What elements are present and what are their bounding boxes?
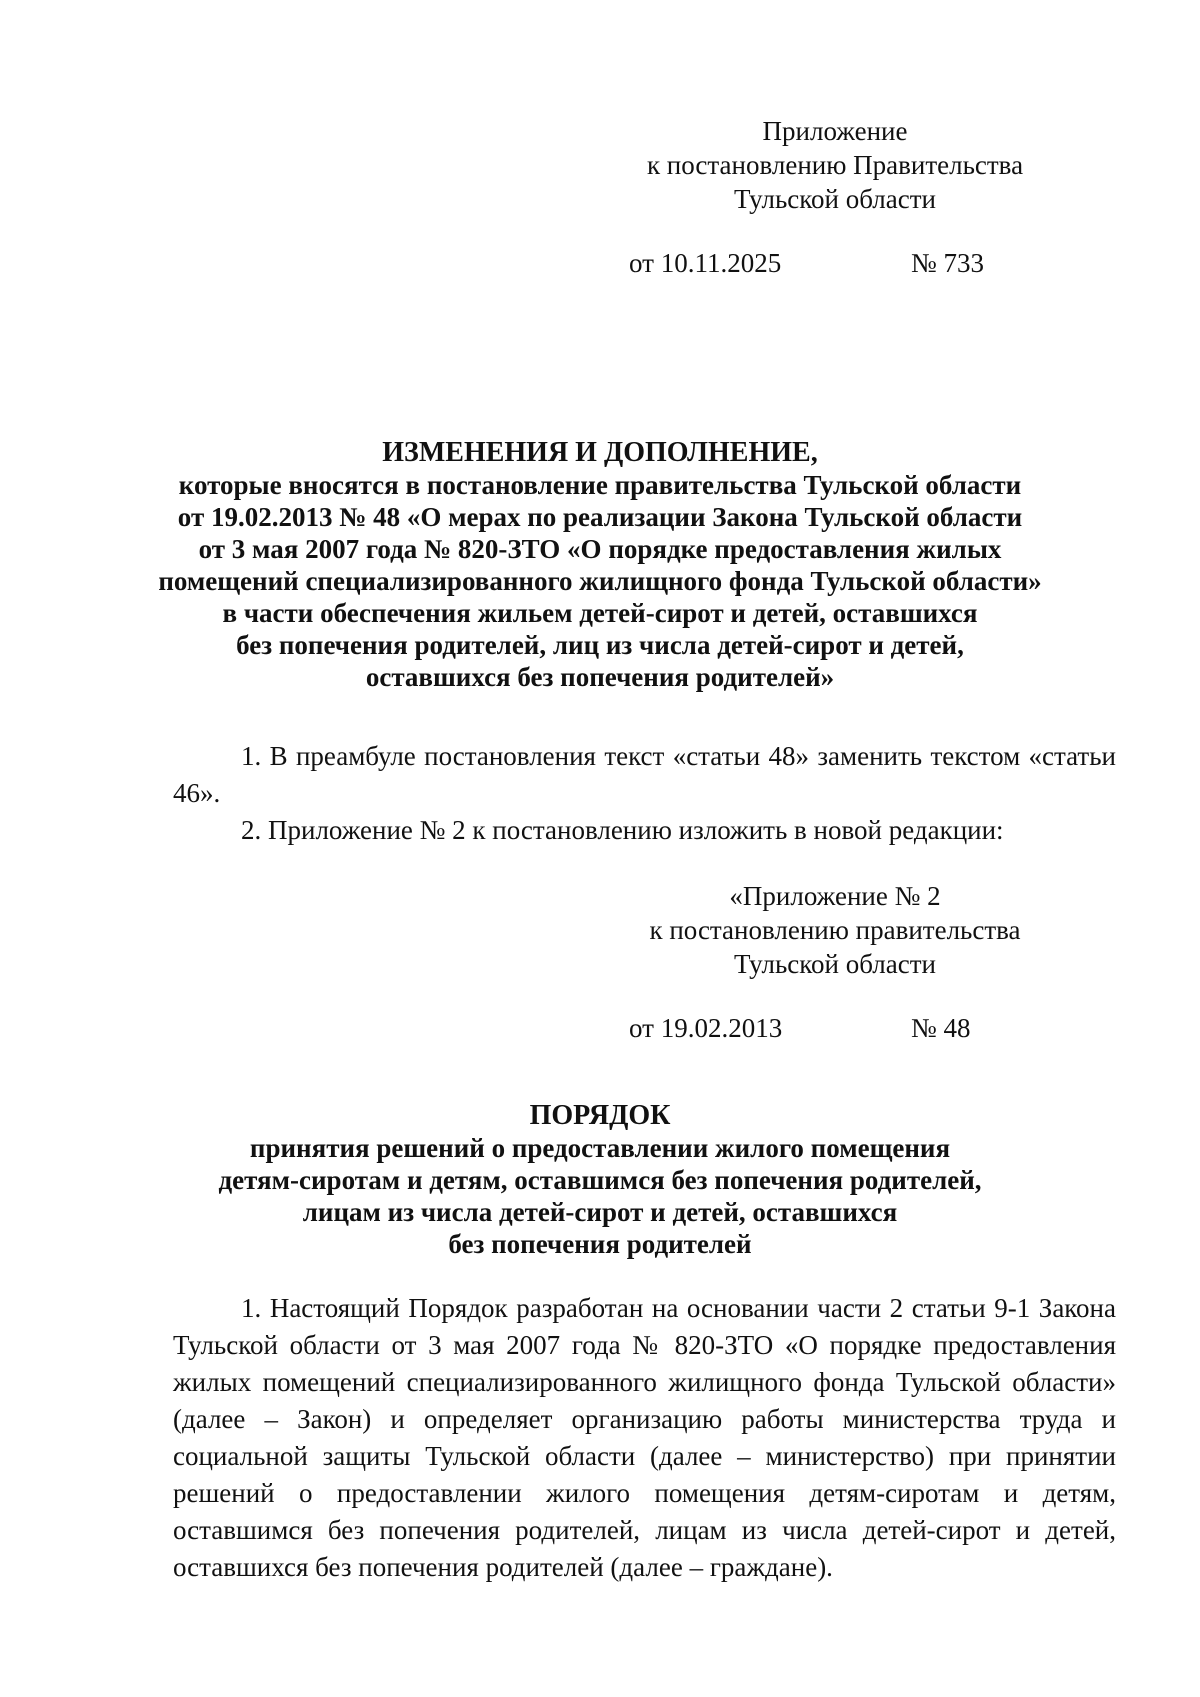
appendix-number: № 733 [911,248,985,278]
procedure-title [150,1100,1050,1260]
changes-subtitle-line: помещений специализированного жилищного фонда Тульской области» [158,566,1042,596]
procedure-subtitle-line: детям-сиротам и детям, оставшимся без попечения родителей, [218,1165,982,1195]
procedure-subtitle-line: без попечения родителей [448,1229,752,1259]
procedure-subtitle-line: принятия решений о предоставлении жилого помещения [249,1133,951,1163]
appendix2-region: Тульской области [734,949,936,979]
appendix-date: от 10.11.2025 [629,248,782,278]
item-1: 1. В преамбуле постановления текст «статьи 48» заменить текстом «статьи 46». [173,741,1116,808]
changes-subtitle-line: которые вносятся в постановление правительства Тульской области [178,470,1022,500]
changes-subtitle-line: без попечения родителей, лиц из числа детей-сирот и детей, [236,630,964,660]
changes-heading: ИЗМЕНЕНИЯ И ДОПОЛНЕНИЕ, [382,437,818,468]
appendix-header [600,114,1070,216]
procedure-heading: ПОРЯДОК [529,1100,671,1131]
procedure-subtitle-line: лицам из числа детей-сирот и детей, оставшихся [302,1197,898,1227]
appendix2-date-line [629,1011,971,1045]
appendix2-date: от 19.02.2013 [629,1013,783,1043]
appendix2-header [600,879,1070,981]
appendix2-label: «Приложение № 2 [729,881,941,911]
changes-title [150,437,1050,693]
appendix-region: Тульской области [734,184,936,214]
appendix-label: Приложение [762,116,908,146]
appendix-ref: к постановлению Правительства [646,150,1024,180]
changes-subtitle-line: оставшихся без попечения родителей» [365,662,835,692]
changes-subtitle-line: в части обеспечения жильем детей-сирот и детей, оставшихся [222,598,978,628]
appendix2-number: № 48 [911,1013,971,1043]
body-paragraph-1: 1. Настоящий Порядок разработан на основании части 2 статьи 9-1 Закона Тульской области от 3 мая 2007 года № 820-ЗТО «О порядке предоставления жилых помещений специализированного жилищного фонда Тульской области» (далее – Закон) и определяет организацию работы министерства труда и социальной защиты Тульской области (далее – министерство) при принятии решений о предоставлении жилого помещения детям-сиротам и детям, оставшимся без попечения родителей, лицам из числа детей-сирот и детей, оставшихся без попечения родителей (далее – граждане). [173,1293,1116,1582]
item-2: 2. Приложение № 2 к постановлению изложить в новой редакции: [241,815,1004,845]
changes-subtitle-line: от 19.02.2013 № 48 «О мерах по реализации Закона Тульской области [177,502,1023,532]
appendix2-ref: к постановлению правительства [649,915,1021,945]
appendix-date-line [629,246,985,280]
changes-subtitle-line: от 3 мая 2007 года № 820-ЗТО «О порядке предоставления жилых [198,534,1002,564]
